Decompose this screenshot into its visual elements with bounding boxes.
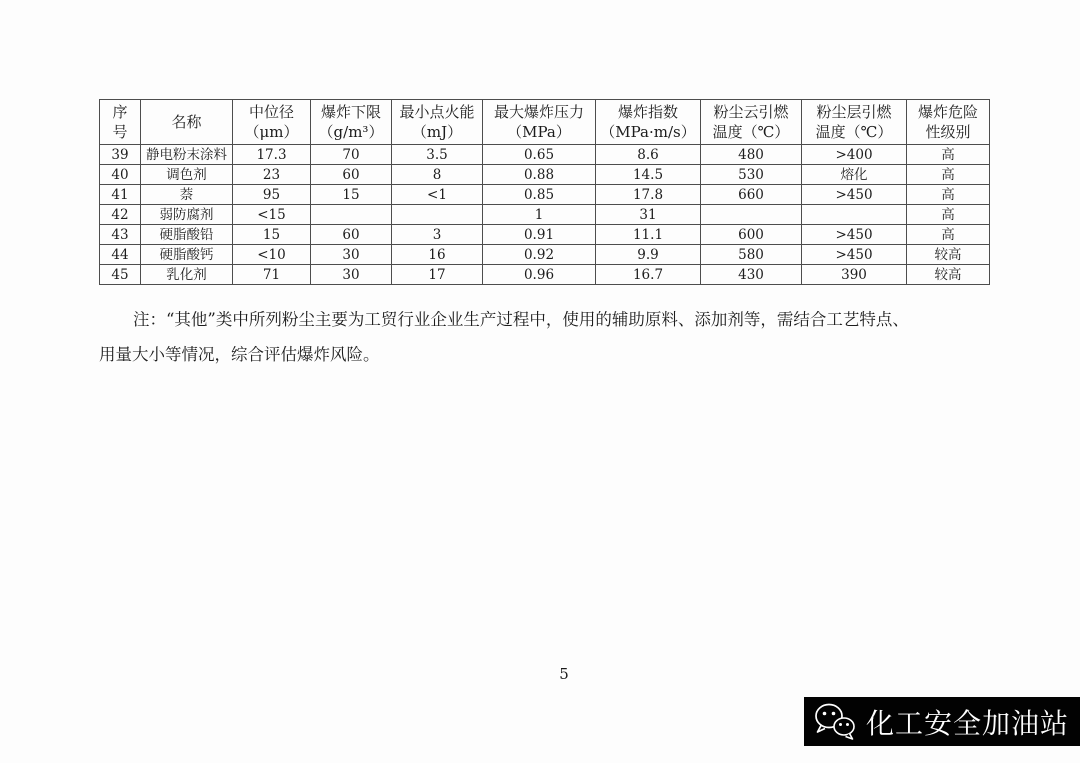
header-line: 爆炸下限 [320,103,381,121]
table-row [100,205,990,225]
table-header-row [100,100,990,145]
table-cell: 15 [233,225,311,245]
table-cell: 480 [701,145,802,165]
table-cell: 23 [233,165,311,185]
table-cell: >450 [802,185,907,205]
table-cell: 17.3 [233,145,311,165]
column-header-max-pressure [483,100,596,145]
column-header-cloud-ignition-temp [701,100,802,145]
wechat-bubbles-icon [813,702,859,742]
table-cell: 39 [100,145,141,165]
table-row [100,225,990,245]
watermark-bar [804,697,1080,746]
column-header-layer-ignition-temp [802,100,907,145]
table-cell: 390 [802,265,907,285]
table-cell: 45 [100,265,141,285]
footnote-line2: 用量大小等情况，综合评估爆炸风险。 [99,345,380,364]
table-cell: 530 [701,165,802,185]
header-line: 温度（℃） [815,123,893,141]
column-header-median-diameter [233,100,311,145]
table-cell: 较高 [907,245,990,265]
table-cell: 31 [596,205,701,225]
header-line: 粉尘云引燃 [713,103,789,121]
table-cell: 0.96 [483,265,596,285]
header-line: 粉尘层引燃 [816,103,892,121]
table-row [100,185,990,205]
table-cell: 高 [907,225,990,245]
table-cell: >450 [802,225,907,245]
table-cell: 17 [392,265,483,285]
table-cell: 乳化剂 [141,265,233,285]
header-line: 爆炸危险 [917,103,978,121]
table-cell: 30 [311,245,392,265]
table-cell: 弱防腐剂 [141,205,233,225]
table-cell: 16 [392,245,483,265]
table-cell: 600 [701,225,802,245]
table-cell: <10 [233,245,311,265]
table-cell: 高 [907,145,990,165]
column-header-explosion-index [596,100,701,145]
table-cell: 42 [100,205,141,225]
table-cell: 3.5 [392,145,483,165]
table-cell: 0.65 [483,145,596,165]
header-line: （MPa·m/s） [600,123,696,141]
header-line: 爆炸指数 [617,103,678,121]
header-line: （MPa） [507,123,571,141]
column-header-hazard-level [907,100,990,145]
dust-explosion-table [99,99,990,285]
column-header-lel [311,100,392,145]
table-cell: 8 [392,165,483,185]
table-cell: 70 [311,145,392,165]
table-cell: 高 [907,185,990,205]
table-cell: 高 [907,205,990,225]
table-cell: 16.7 [596,265,701,285]
table-cell: 3 [392,225,483,245]
header-line: 最小点火能 [399,103,475,121]
table-cell: 1 [483,205,596,225]
table-cell: 0.92 [483,245,596,265]
table-cell: <1 [392,185,483,205]
table-cell [701,205,802,225]
column-header-seq [100,100,141,145]
table-cell [311,205,392,225]
header-line: （μm） [244,123,299,141]
table-cell: 11.1 [596,225,701,245]
table-cell: 40 [100,165,141,185]
header-line: 中位径 [248,103,294,121]
table-cell: 44 [100,245,141,265]
table-cell: 高 [907,165,990,185]
table-cell [392,205,483,225]
table-cell: 调色剂 [141,165,233,185]
table-cell: 8.6 [596,145,701,165]
table-row [100,165,990,185]
header-line: （g/m³） [318,123,384,141]
table-cell: 41 [100,185,141,205]
table-cell: 71 [233,265,311,285]
table-cell: 0.91 [483,225,596,245]
table-row [100,145,990,165]
table-cell: 9.9 [596,245,701,265]
footnote-line1: 注：“其他”类中所列粉尘主要为工贸行业企业生产过程中，使用的辅助原料、添加剂等，需结合工艺特点、 [133,310,909,329]
table-cell: 0.85 [483,185,596,205]
table-cell: 硬脂酸钙 [141,245,233,265]
table-cell: 30 [311,265,392,285]
table-cell: 14.5 [596,165,701,185]
table-row [100,265,990,285]
header-line: 最大爆炸压力 [493,103,584,121]
footnote [99,302,992,372]
table-cell: 萘 [141,185,233,205]
table-cell: 静电粉末涂料 [141,145,233,165]
watermark-text: 化工安全加油站 [866,706,1070,740]
header-line: （mJ） [411,123,463,141]
table-cell: >400 [802,145,907,165]
table-cell: 95 [233,185,311,205]
column-header-name [141,100,233,145]
table-row [100,245,990,265]
table-cell: 0.88 [483,165,596,185]
table-cell: 15 [311,185,392,205]
table-cell: 熔化 [802,165,907,185]
table-cell: 17.8 [596,185,701,205]
table-cell: 43 [100,225,141,245]
table-cell: 60 [311,165,392,185]
table-cell: <15 [233,205,311,225]
table-cell: 580 [701,245,802,265]
header-line: 序 [112,103,128,121]
table-cell: >450 [802,245,907,265]
column-header-min-ignition-energy [392,100,483,145]
table-cell: 660 [701,185,802,205]
table-cell: 430 [701,265,802,285]
header-line: 性级别 [925,123,971,141]
header-line: 号 [112,123,128,141]
header-line: 温度（℃） [712,123,790,141]
table-cell: 硬脂酸铅 [141,225,233,245]
table-cell: 60 [311,225,392,245]
table-cell: 较高 [907,265,990,285]
header-line: 名称 [171,113,202,131]
table-cell [802,205,907,225]
page-number: 5 [559,665,569,683]
